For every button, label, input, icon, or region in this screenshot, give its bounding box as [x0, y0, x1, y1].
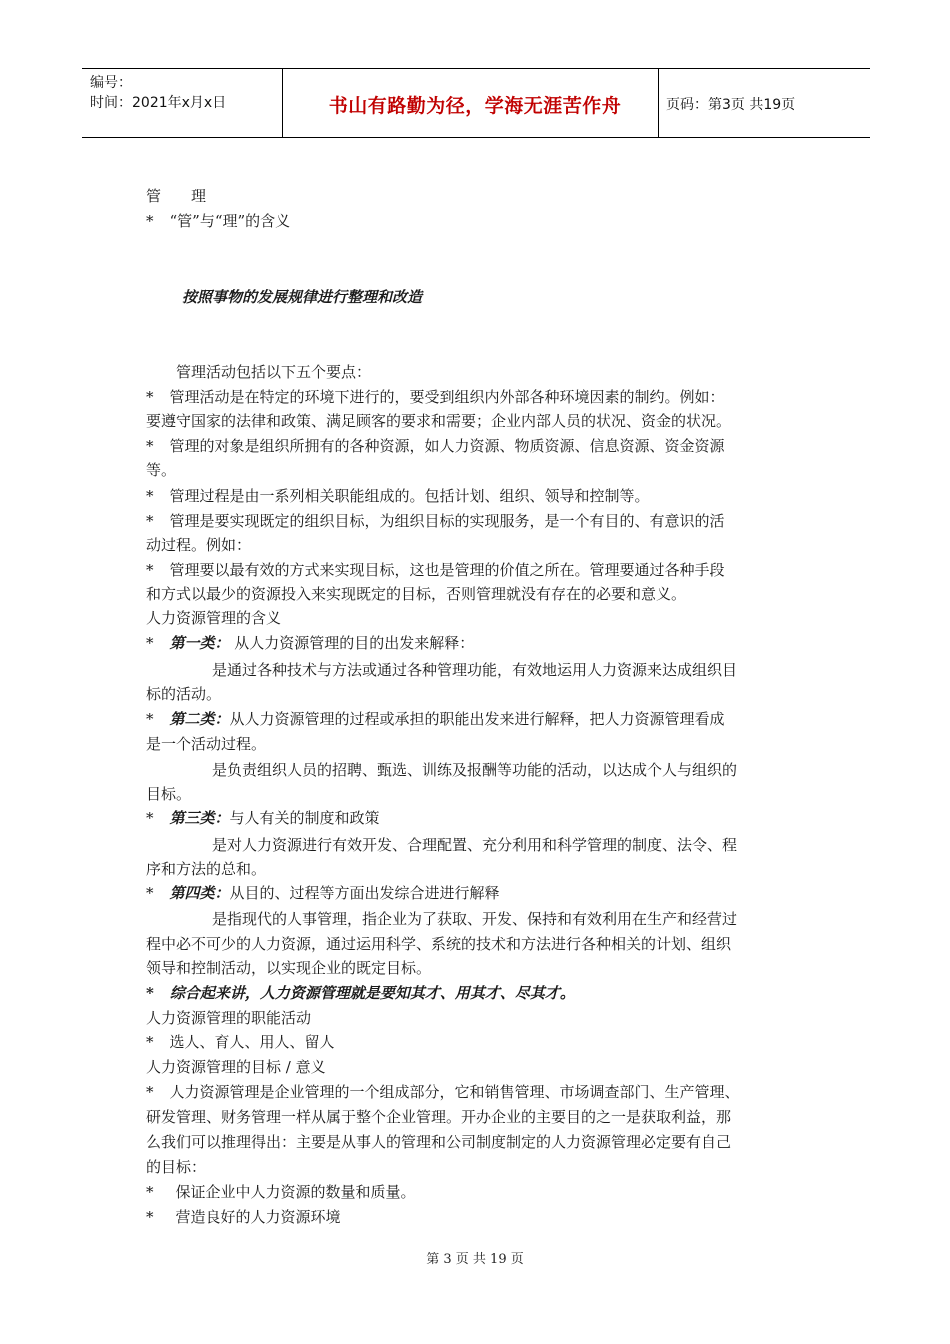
line-text: 管理是要实现既定的组织目标，为组织目标的实现服务，是一个有目的、有意识的活: [169, 512, 725, 530]
paragraph-line: 动过程。例如：: [146, 536, 252, 554]
bullet-line: [146, 436, 725, 456]
bullet-marker: *: [146, 809, 154, 827]
section-heading: 人力资源管理的目标 / 意义: [146, 1058, 326, 1076]
category-label: 第一类：: [169, 634, 230, 652]
line-text: 从人力资源管理的过程或承担的职能出发来进行解释，把人力资源管理看成: [229, 710, 725, 728]
category-label: 第二类：: [169, 710, 230, 728]
line-text: 营造良好的人力资源环境: [175, 1208, 341, 1226]
page-footer: 第 3 页 共 19 页: [426, 1252, 524, 1267]
bullet-line: [146, 387, 725, 407]
definition-emphasis: 按照事物的发展规律进行整理和改造: [182, 288, 423, 306]
line-text: 选人、育人、用人、留人: [169, 1033, 335, 1051]
line-text: 综合起来讲，人力资源管理就是要知其才、用其才、尽其才。: [169, 984, 575, 1002]
bullet-line: [146, 1182, 416, 1202]
bullet-marker: *: [146, 1083, 154, 1101]
paragraph-line: 序和方法的总和。: [146, 860, 267, 878]
bullet-marker: *: [146, 437, 154, 455]
paragraph-line: 等。: [146, 461, 177, 479]
paragraph-line: 管理活动包括以下五个要点：: [176, 363, 372, 381]
line-text: 管理要以最有效的方式来实现目标，这也是管理的价值之所在。管理要通过各种手段: [169, 561, 725, 579]
bullet-line: [146, 633, 474, 653]
paragraph-line: 是一个活动过程。: [146, 735, 267, 753]
bullet-marker: *: [146, 512, 154, 530]
bullet-marker: *: [146, 1208, 154, 1226]
paragraph-line: 是指现代的人事管理，指企业为了获取、开发、保持和有效利用在生产和经营过: [212, 910, 738, 928]
header-page-info: 页码：第3页 共19页: [666, 97, 796, 113]
line-text: 管理的对象是组织所拥有的各种资源，如人力资源、物质资源、信息资源、资金资源: [169, 437, 725, 455]
paragraph-line: 标的活动。: [146, 685, 222, 703]
summary-line: [146, 983, 575, 1003]
bullet-marker: *: [146, 884, 154, 902]
bullet-line: [146, 1207, 341, 1227]
bullet-line: [146, 883, 500, 903]
section-heading: 人力资源管理的含义: [146, 609, 282, 627]
bullet-line: [146, 808, 380, 828]
section-title: 管 理: [146, 187, 207, 205]
bullet-line: [146, 486, 650, 506]
line-text: 从人力资源管理的目的出发来解释：: [234, 634, 475, 652]
header-motto: 书山有路勤为径，学海无涯苦作舟: [328, 95, 622, 117]
line-text: 管理过程是由一系列相关职能组成的。包括计划、组织、领导和控制等。: [169, 487, 650, 505]
header-divider: [658, 69, 659, 137]
category-label: 第四类：: [169, 884, 230, 902]
bullet-marker: *: [146, 710, 154, 728]
paragraph-line: 目标。: [146, 785, 192, 803]
bullet-marker: *: [146, 1183, 154, 1201]
line-text: 从目的、过程等方面出发综合进进行解释: [229, 884, 500, 902]
bullet-line: [146, 511, 725, 531]
bullet-marker: *: [146, 487, 154, 505]
paragraph-line: 要遵守国家的法律和政策、满足顾客的要求和需要；企业内部人员的状况、资金的状况。: [146, 412, 732, 430]
paragraph-line: 和方式以最少的资源投入来实现既定的目标，否则管理就没有存在的必要和意义。: [146, 585, 687, 603]
line-text: 与人有关的制度和政策: [229, 809, 380, 827]
header-number: 编号：: [90, 75, 132, 91]
bullet-line: [146, 1032, 335, 1052]
header-meta: [90, 73, 226, 113]
paragraph-line: 领导和控制活动，以实现企业的既定目标。: [146, 959, 432, 977]
paragraph-line: 研发管理、财务管理一样从属于整个企业管理。开办企业的主要目的之一是获取利益，那: [146, 1108, 732, 1126]
bullet-marker: *: [146, 634, 154, 652]
line-text: “管”与“理”的含义: [169, 212, 291, 230]
category-label: 第三类：: [169, 809, 230, 827]
bullet-marker: *: [146, 388, 154, 406]
bullet-marker: *: [146, 1033, 154, 1051]
paragraph-line: 是对人力资源进行有效开发、合理配置、充分利用和科学管理的制度、法令、程: [212, 836, 738, 854]
line-text: 管理活动是在特定的环境下进行的，要受到组织内外部各种环境因素的制约。例如：: [169, 388, 725, 406]
bullet-line: [146, 211, 290, 231]
paragraph-line: 是通过各种技术与方法或通过各种管理功能，有效地运用人力资源来达成组织目: [212, 661, 738, 679]
paragraph-line: 的目标：: [146, 1158, 207, 1176]
bullet-marker: *: [146, 212, 154, 230]
section-heading: 人力资源管理的职能活动: [146, 1009, 312, 1027]
bullet-line: [146, 1082, 740, 1102]
line-text: 人力资源管理是企业管理的一个组成部分，它和销售管理、市场调查部门、生产管理、: [169, 1083, 740, 1101]
line-text: 保证企业中人力资源的数量和质量。: [175, 1183, 416, 1201]
bullet-marker: *: [146, 561, 154, 579]
paragraph-line: 是负责组织人员的招聘、甄选、训练及报酬等功能的活动，以达成个人与组织的: [212, 761, 738, 779]
bullet-marker: *: [146, 984, 154, 1002]
page-header: [82, 68, 870, 138]
bullet-line: [146, 560, 725, 580]
paragraph-line: 么我们可以推理得出：主要是从事人的管理和公司制度制定的人力资源管理必定要有自己: [146, 1133, 732, 1151]
paragraph-line: 程中必不可少的人力资源，通过运用科学、系统的技术和方法进行各种相关的计划、组织: [146, 935, 732, 953]
bullet-line: [146, 709, 725, 729]
header-date: 时间：2021年x月x日: [90, 95, 227, 111]
